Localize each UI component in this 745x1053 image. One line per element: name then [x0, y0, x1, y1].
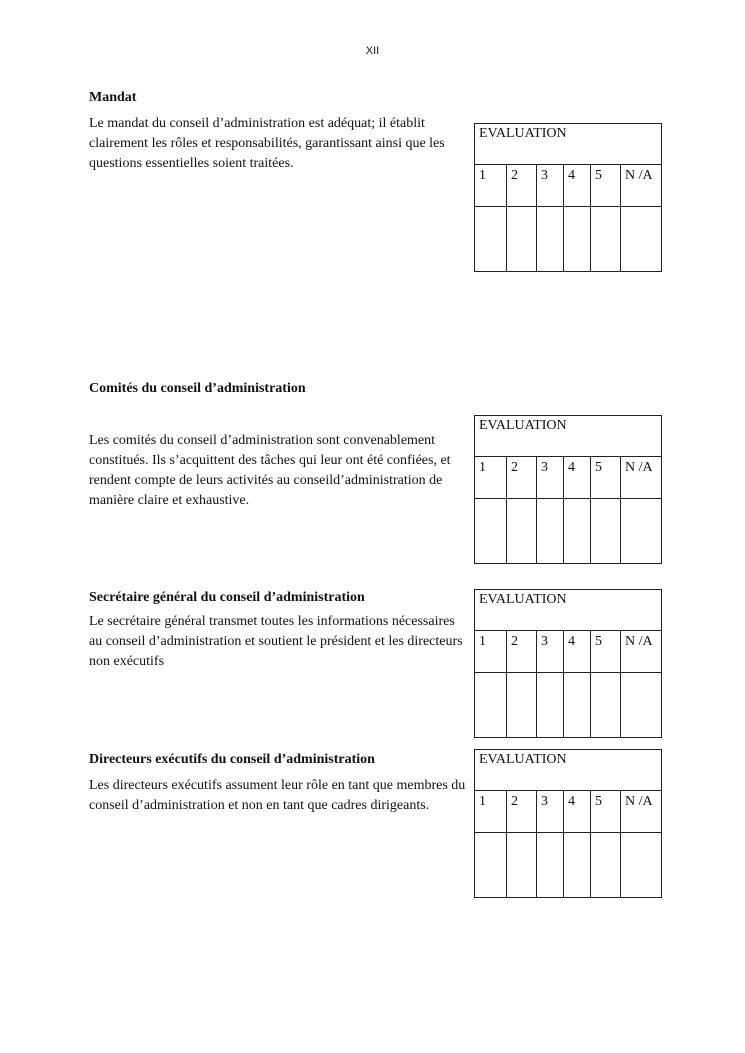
scale-na: N /A [621, 457, 662, 499]
rating-cell-2[interactable] [507, 673, 537, 738]
page-number: XII [365, 45, 380, 57]
scale-2: 2 [507, 165, 537, 207]
section-heading: Directeurs exécutifs du conseil d’administration [89, 752, 375, 767]
section-mandat [89, 88, 469, 174]
section-secretaire [89, 588, 469, 672]
scale-na: N /A [621, 631, 662, 673]
rating-cell-5[interactable] [591, 673, 621, 738]
section-text: Les directeurs exécutifs assument leur rôle en tant que membres du conseil d’administration et non en tant que cadres dirigeants. [89, 778, 466, 813]
section-heading: Secrétaire général du conseil d’administration [89, 590, 365, 605]
rating-cell-4[interactable] [564, 499, 591, 564]
section-text: Les comités du conseil d’administration sont convenablement constitués. Ils s’acquittent des tâches qui leur ont été confiées, et rendent compte de leurs activités au conseild’administration de manière claire et exhaustive. [89, 433, 451, 508]
rating-cell-1[interactable] [475, 833, 507, 898]
scale-4: 4 [564, 165, 591, 207]
scale-3: 3 [537, 457, 564, 499]
evaluation-table-directeurs [474, 749, 662, 898]
scale-1: 1 [475, 457, 507, 499]
rating-cell-3[interactable] [537, 207, 564, 272]
rating-cell-2[interactable] [507, 207, 537, 272]
rating-cell-3[interactable] [537, 673, 564, 738]
scale-1: 1 [475, 791, 507, 833]
rating-cell-5[interactable] [591, 207, 621, 272]
scale-na: N /A [621, 165, 662, 207]
scale-1: 1 [475, 165, 507, 207]
rating-cell-4[interactable] [564, 207, 591, 272]
evaluation-table-comites [474, 415, 662, 564]
rating-cell-3[interactable] [537, 499, 564, 564]
scale-5: 5 [591, 791, 621, 833]
scale-5: 5 [591, 631, 621, 673]
evaluation-title: EVALUATION [475, 416, 662, 457]
rating-cell-5[interactable] [591, 833, 621, 898]
scale-4: 4 [564, 457, 591, 499]
scale-na: N /A [621, 791, 662, 833]
rating-cell-na[interactable] [621, 499, 662, 564]
scale-2: 2 [507, 791, 537, 833]
rating-cell-na[interactable] [621, 673, 662, 738]
rating-cell-4[interactable] [564, 673, 591, 738]
scale-5: 5 [591, 457, 621, 499]
evaluation-title: EVALUATION [475, 750, 662, 791]
evaluation-table-secretaire [474, 589, 662, 738]
rating-cell-na[interactable] [621, 833, 662, 898]
rating-cell-5[interactable] [591, 499, 621, 564]
evaluation-table-mandat [474, 123, 662, 272]
section-text: Le mandat du conseil d’administration est adéquat; il établit clairement les rôles et responsabilités, garantissant ainsi que les questions essentielles soient traitées. [89, 116, 445, 171]
section-comites [89, 379, 469, 511]
rating-cell-2[interactable] [507, 833, 537, 898]
section-text: Le secrétaire général transmet toutes les informations nécessaires au conseil d’administration et soutient le président et les directeurs non exécutifs [89, 614, 463, 669]
section-directeurs [89, 750, 469, 816]
rating-cell-1[interactable] [475, 673, 507, 738]
rating-cell-1[interactable] [475, 499, 507, 564]
rating-cell-2[interactable] [507, 499, 537, 564]
scale-1: 1 [475, 631, 507, 673]
scale-3: 3 [537, 631, 564, 673]
scale-3: 3 [537, 165, 564, 207]
section-heading: Mandat [89, 90, 137, 105]
section-heading: Comités du conseil d’administration [89, 381, 306, 396]
scale-4: 4 [564, 631, 591, 673]
scale-5: 5 [591, 165, 621, 207]
rating-cell-3[interactable] [537, 833, 564, 898]
rating-cell-na[interactable] [621, 207, 662, 272]
scale-2: 2 [507, 631, 537, 673]
rating-cell-1[interactable] [475, 207, 507, 272]
scale-2: 2 [507, 457, 537, 499]
scale-3: 3 [537, 791, 564, 833]
scale-4: 4 [564, 791, 591, 833]
evaluation-title: EVALUATION [475, 124, 662, 165]
evaluation-title: EVALUATION [475, 590, 662, 631]
rating-cell-4[interactable] [564, 833, 591, 898]
